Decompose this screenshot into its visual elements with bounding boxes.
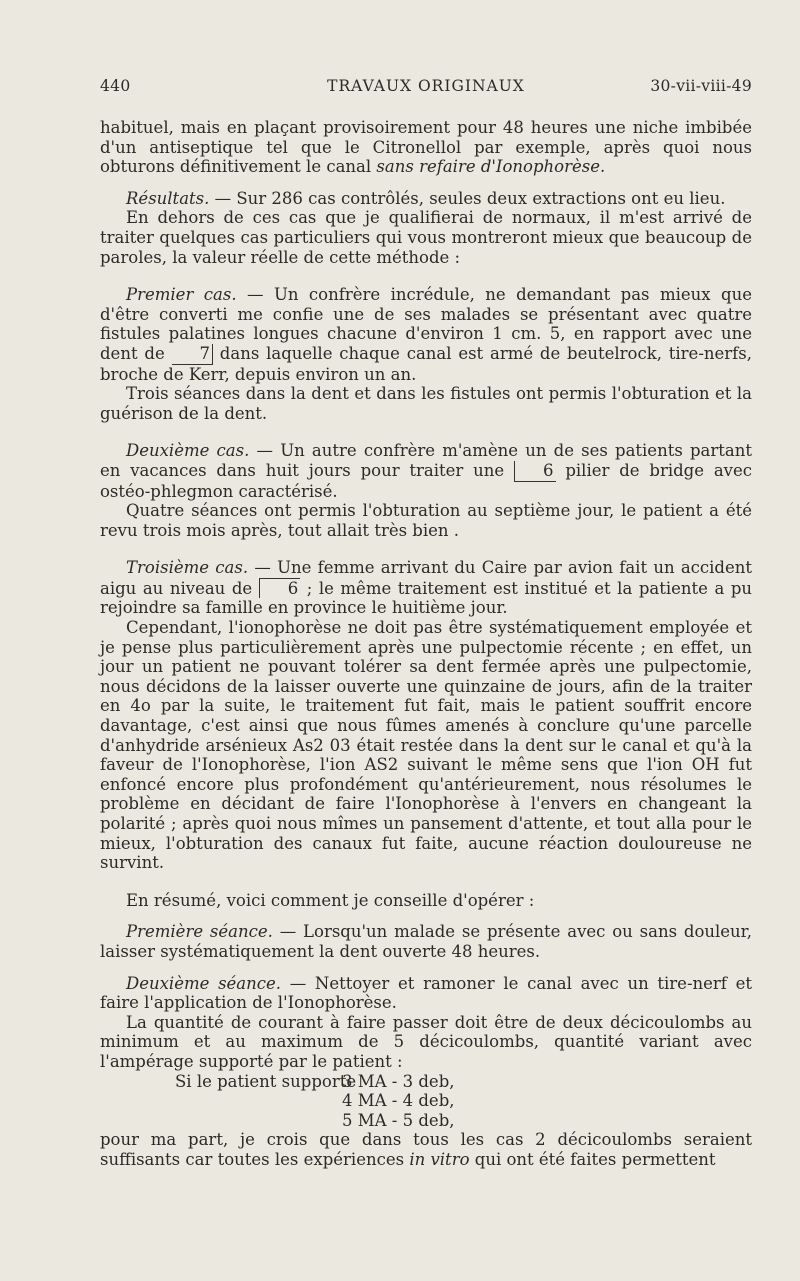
paragraph-case-1: Premier cas. — Un confrère incrédule, ne demandant pas mieux que d'être converti me confie une de ses malades se présentant avec quatre fistules palatines longues chacune d'environ 1 cm. 5, en rapport avec une dent de 7 dans laquelle chaque canal est armé de beutelrock, tire-nerfs, broche de Kerr, depuis environ un an. — [100, 285, 752, 384]
page-number: 440 — [100, 77, 131, 95]
section-label: Deuxième cas. — [126, 441, 250, 461]
tooth-notation: 6 — [514, 461, 556, 482]
section-label: Première séance. — [126, 922, 273, 942]
section-label: Résultats. — [126, 188, 210, 208]
dose-lead: Si le patient supporte — [175, 1071, 357, 1091]
dose-value: 5 MA - 5 deb, — [342, 1110, 455, 1130]
running-title: TRAVAUX ORIGINAUX — [327, 77, 525, 95]
paragraph: Quatre séances ont permis l'obturation au septième jour, le patient a été revu trois mois après, tout allait très bien . — [100, 501, 752, 540]
paragraph: La quantité de courant à faire passer doit être de deux décicoulombs au minimum et au maximum de 5 décicoulombs, quantité variant avec l'ampérage supporté par le patient : — [100, 1012, 752, 1071]
dose-value: 3 MA - 3 deb, — [342, 1071, 455, 1091]
tooth-notation: 7 — [172, 344, 214, 365]
section-label: Premier cas. — [126, 285, 237, 305]
dose-row — [100, 1072, 752, 1092]
paragraph: Cependant, l'ionophorèse ne doit pas être systématiquement employée et je pense plus particulièrement après une pulpectomie récente ; en effet, un jour un patient ne pouvant tolérer sa dent fermée après une pulpectomie, nous décidons de la laisser ouverte une quinzaine de jours, afin de la traiter en 4o par la suite, le traitement fut fait, mais le patient souffrit encore davantage, c'est ainsi que nous fûmes amenés à conclure qu'une parcelle d'anhydride arsénieux As2 03 était restée dans la dent sur le canal et qu'à la faveur de l'Ionophorèse, l'ion AS2 suivant le même sens que l'ion OH fut enfoncé encore plus profondément qu'antérieurement, nous résolumes le problème en décidant de faire l'Ionophorèse à l'envers en changeant la polarité ; après quoi nous mîmes un pansement d'attente, et tout alla pour le mieux, l'obturation des canaux fut faite, aucune réaction douloureuse ne survint. — [100, 618, 752, 873]
paragraph: Trois séances dans la dent et dans les fistules ont permis l'obturation et la guérison de la dent. — [100, 384, 752, 423]
dose-value: 4 MA - 4 deb, — [342, 1091, 455, 1111]
dose-row — [100, 1091, 752, 1111]
issue-date: 30-vii-viii-49 — [650, 77, 752, 95]
paragraph-case-2: Deuxième cas. — Un autre confrère m'amène un de ses patients partant en vacances dans huit jours pour traiter une 6 pilier de bridge avec ostéo-phlegmon caractérisé. — [100, 441, 752, 501]
paragraph-session-1: Première séance. — Lorsqu'un malade se présente avec ou sans douleur, laisser systématiquement la dent ouverte 48 heures. — [100, 922, 752, 961]
paragraph: pour ma part, je crois que dans tous les cas 2 décicoulombs seraient suffisants car toutes les expériences in vitro qui ont été faites permettent — [100, 1130, 752, 1169]
paragraph: habituel, mais en plaçant provisoirement pour 48 heures une niche imbibée d'un antiseptique tel que le Citronellol par exemple, après quoi nous obturons définitivement le canal sans refaire d'Ionophorèse. — [100, 118, 752, 177]
section-label: Deuxième séance. — [126, 973, 282, 993]
paragraph-results: Résultats. — Sur 286 cas contrôlés, seules deux extractions ont eu lieu. — [126, 188, 726, 208]
running-header — [100, 77, 752, 99]
body-text — [100, 118, 752, 1170]
dose-row — [100, 1111, 752, 1131]
paragraph: En dehors de ces cas que je qualifierai de normaux, il m'est arrivé de traiter quelques cas particuliers qui vous montreront mieux que beaucoup de paroles, la valeur réelle de cette méthode : — [100, 208, 752, 267]
section-label: Troisième cas. — [126, 558, 249, 578]
paragraph-session-2: Deuxième séance. — Nettoyer et ramoner le canal avec un tire-nerf et faire l'application de l'Ionophorèse. — [100, 973, 752, 1013]
paragraph-case-3: Troisième cas. — Une femme arrivant du Caire par avion fait un accident aigu au niveau de 6 ; le même traitement est institué et la patiente a pu rejoindre sa famille en province le huitième jour. — [100, 558, 753, 618]
dose-list — [100, 1072, 752, 1131]
tooth-notation: 6 — [259, 578, 301, 599]
paragraph-summary: En résumé, voici comment je conseille d'opérer : — [126, 890, 535, 910]
